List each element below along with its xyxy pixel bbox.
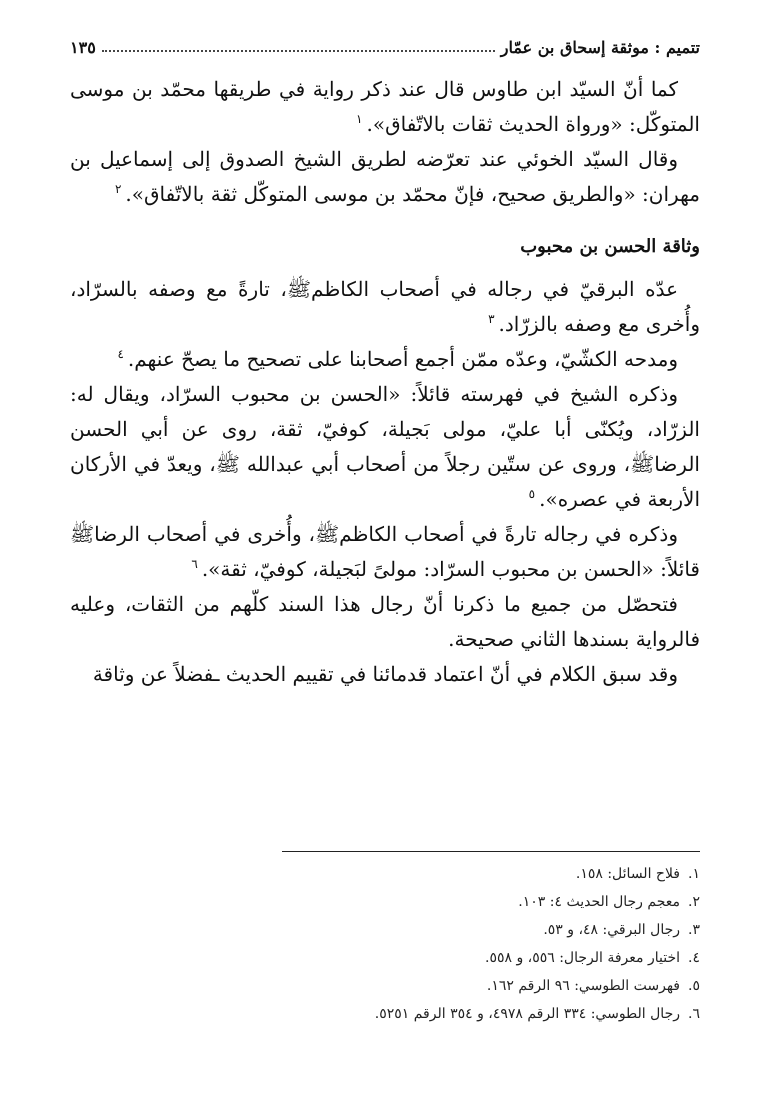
paragraph-text: كما أنّ السيّد ابن طاوس قال عند ذكر رواية في طريقها محمّد بن موسى المتوكّل: «ورواة الحديث ثقات بالاتّفاق». bbox=[70, 77, 700, 136]
page-number: ١٣٥ bbox=[70, 38, 96, 57]
section-heading: وثاقة الحسن بن محبوب bbox=[520, 236, 700, 257]
footnote-item bbox=[70, 944, 700, 972]
footnote-text: رجال البرقي: ٤٨، و ٥٣. bbox=[543, 922, 680, 938]
paragraph-text: عدّه البرقيّ في رجاله في أصحاب الكاظمﷺ، تارةً مع وصفه بالسرّاد، وأُخرى مع وصفه بالزرّاد. bbox=[70, 277, 700, 336]
footnote-number: ٤. bbox=[688, 950, 700, 966]
chapter-title: تتميم : موثقة إسحاق بن عمّار bbox=[500, 38, 700, 57]
footnote-ref[interactable]: ٢ bbox=[114, 182, 122, 197]
paragraph bbox=[70, 272, 700, 342]
footnote-ref[interactable]: ٤ bbox=[117, 347, 124, 362]
paragraph bbox=[70, 657, 700, 692]
paragraph-text: فتحصّل من جميع ما ذكرنا أنّ رجال هذا السند كلّهم من الثقات، وعليه فالرواية بسندها الثاني صحيحة. bbox=[70, 592, 700, 651]
footnote-ref[interactable]: ٦ bbox=[191, 557, 198, 572]
footnote-text: رجال الطوسي: ٣٣٤ الرقم ٤٩٧٨، و ٣٥٤ الرقم ٥٢٥١. bbox=[374, 1006, 680, 1022]
paragraph bbox=[70, 377, 700, 517]
footnote-item bbox=[70, 888, 700, 916]
footnote-number: ٦. bbox=[688, 1006, 700, 1022]
footnote-text: معجم رجال الحديث ٤: ١٠٣. bbox=[518, 894, 680, 910]
footnote-item bbox=[70, 972, 700, 1000]
footnote-text: اختيار معرفة الرجال: ٥٥٦، و ٥٥٨. bbox=[485, 950, 680, 966]
paragraph-text: وذكره الشيخ في فهرسته قائلاً: «الحسن بن محبوب السرّاد، ويقال له: الزرّاد، ويُكنّى أبا عليّ، مولى بَجيلة، كوفيّ، ثقة، روى عن أبي الحسن الرضاﷺ، وروى عن ستّين رجلاً من أصحاب أبي عبدالله ﷺ، ويعدّ في الأركان الأربعة في عصره». bbox=[70, 382, 700, 511]
footnote-item bbox=[70, 916, 700, 944]
body-text bbox=[70, 72, 700, 692]
paragraph-text: وذكره في رجاله تارةً في أصحاب الكاظمﷺ، وأُخرى في أصحاب الرضاﷺ قائلاً: «الحسن بن محبوب السرّاد: مولىً لبَجيلة، كوفيّ، ثقة». bbox=[70, 522, 700, 581]
footnote-divider bbox=[282, 851, 700, 852]
running-header bbox=[70, 31, 700, 57]
paragraph bbox=[70, 342, 700, 377]
paragraph bbox=[70, 72, 700, 142]
footnote-number: ٢. bbox=[688, 894, 700, 910]
footnote-ref[interactable]: ٥ bbox=[528, 487, 536, 502]
paragraph bbox=[70, 587, 700, 657]
footnote-ref[interactable]: ٣ bbox=[488, 312, 495, 327]
paragraph-text: ومدحه الكشّيّ، وعدّه ممّن أجمع أصحابنا على تصحيح ما يصحّ عنهم. bbox=[127, 347, 678, 371]
paragraph-text: وقال السيّد الخوئي عند تعرّضه لطريق الشيخ الصدوق إلى إسماعيل بن مهران: «والطريق صحيح، فإنّ محمّد بن موسى المتوكّل ثقة بالاتّفاق». bbox=[70, 147, 700, 206]
paragraph-text: وقد سبق الكلام في أنّ اعتماد قدمائنا في تقييم الحديث ـفضلاً عن وثاقة bbox=[92, 662, 678, 686]
leader-dots bbox=[102, 49, 495, 52]
footnote-text: فلاح السائل: ١٥٨. bbox=[575, 866, 680, 882]
footnotes bbox=[70, 860, 700, 1028]
paragraph bbox=[70, 517, 700, 587]
footnote-number: ٣. bbox=[688, 922, 700, 938]
footnote-number: ٥. bbox=[688, 978, 700, 994]
paragraph bbox=[70, 142, 700, 212]
footnote-item bbox=[70, 860, 700, 888]
footnote-text: فهرست الطوسي: ٩٦ الرقم ١٦٢. bbox=[486, 978, 680, 994]
footnote-ref[interactable]: ١ bbox=[356, 112, 363, 127]
footnote-number: ١. bbox=[688, 866, 700, 882]
footnote-item bbox=[70, 1000, 700, 1028]
